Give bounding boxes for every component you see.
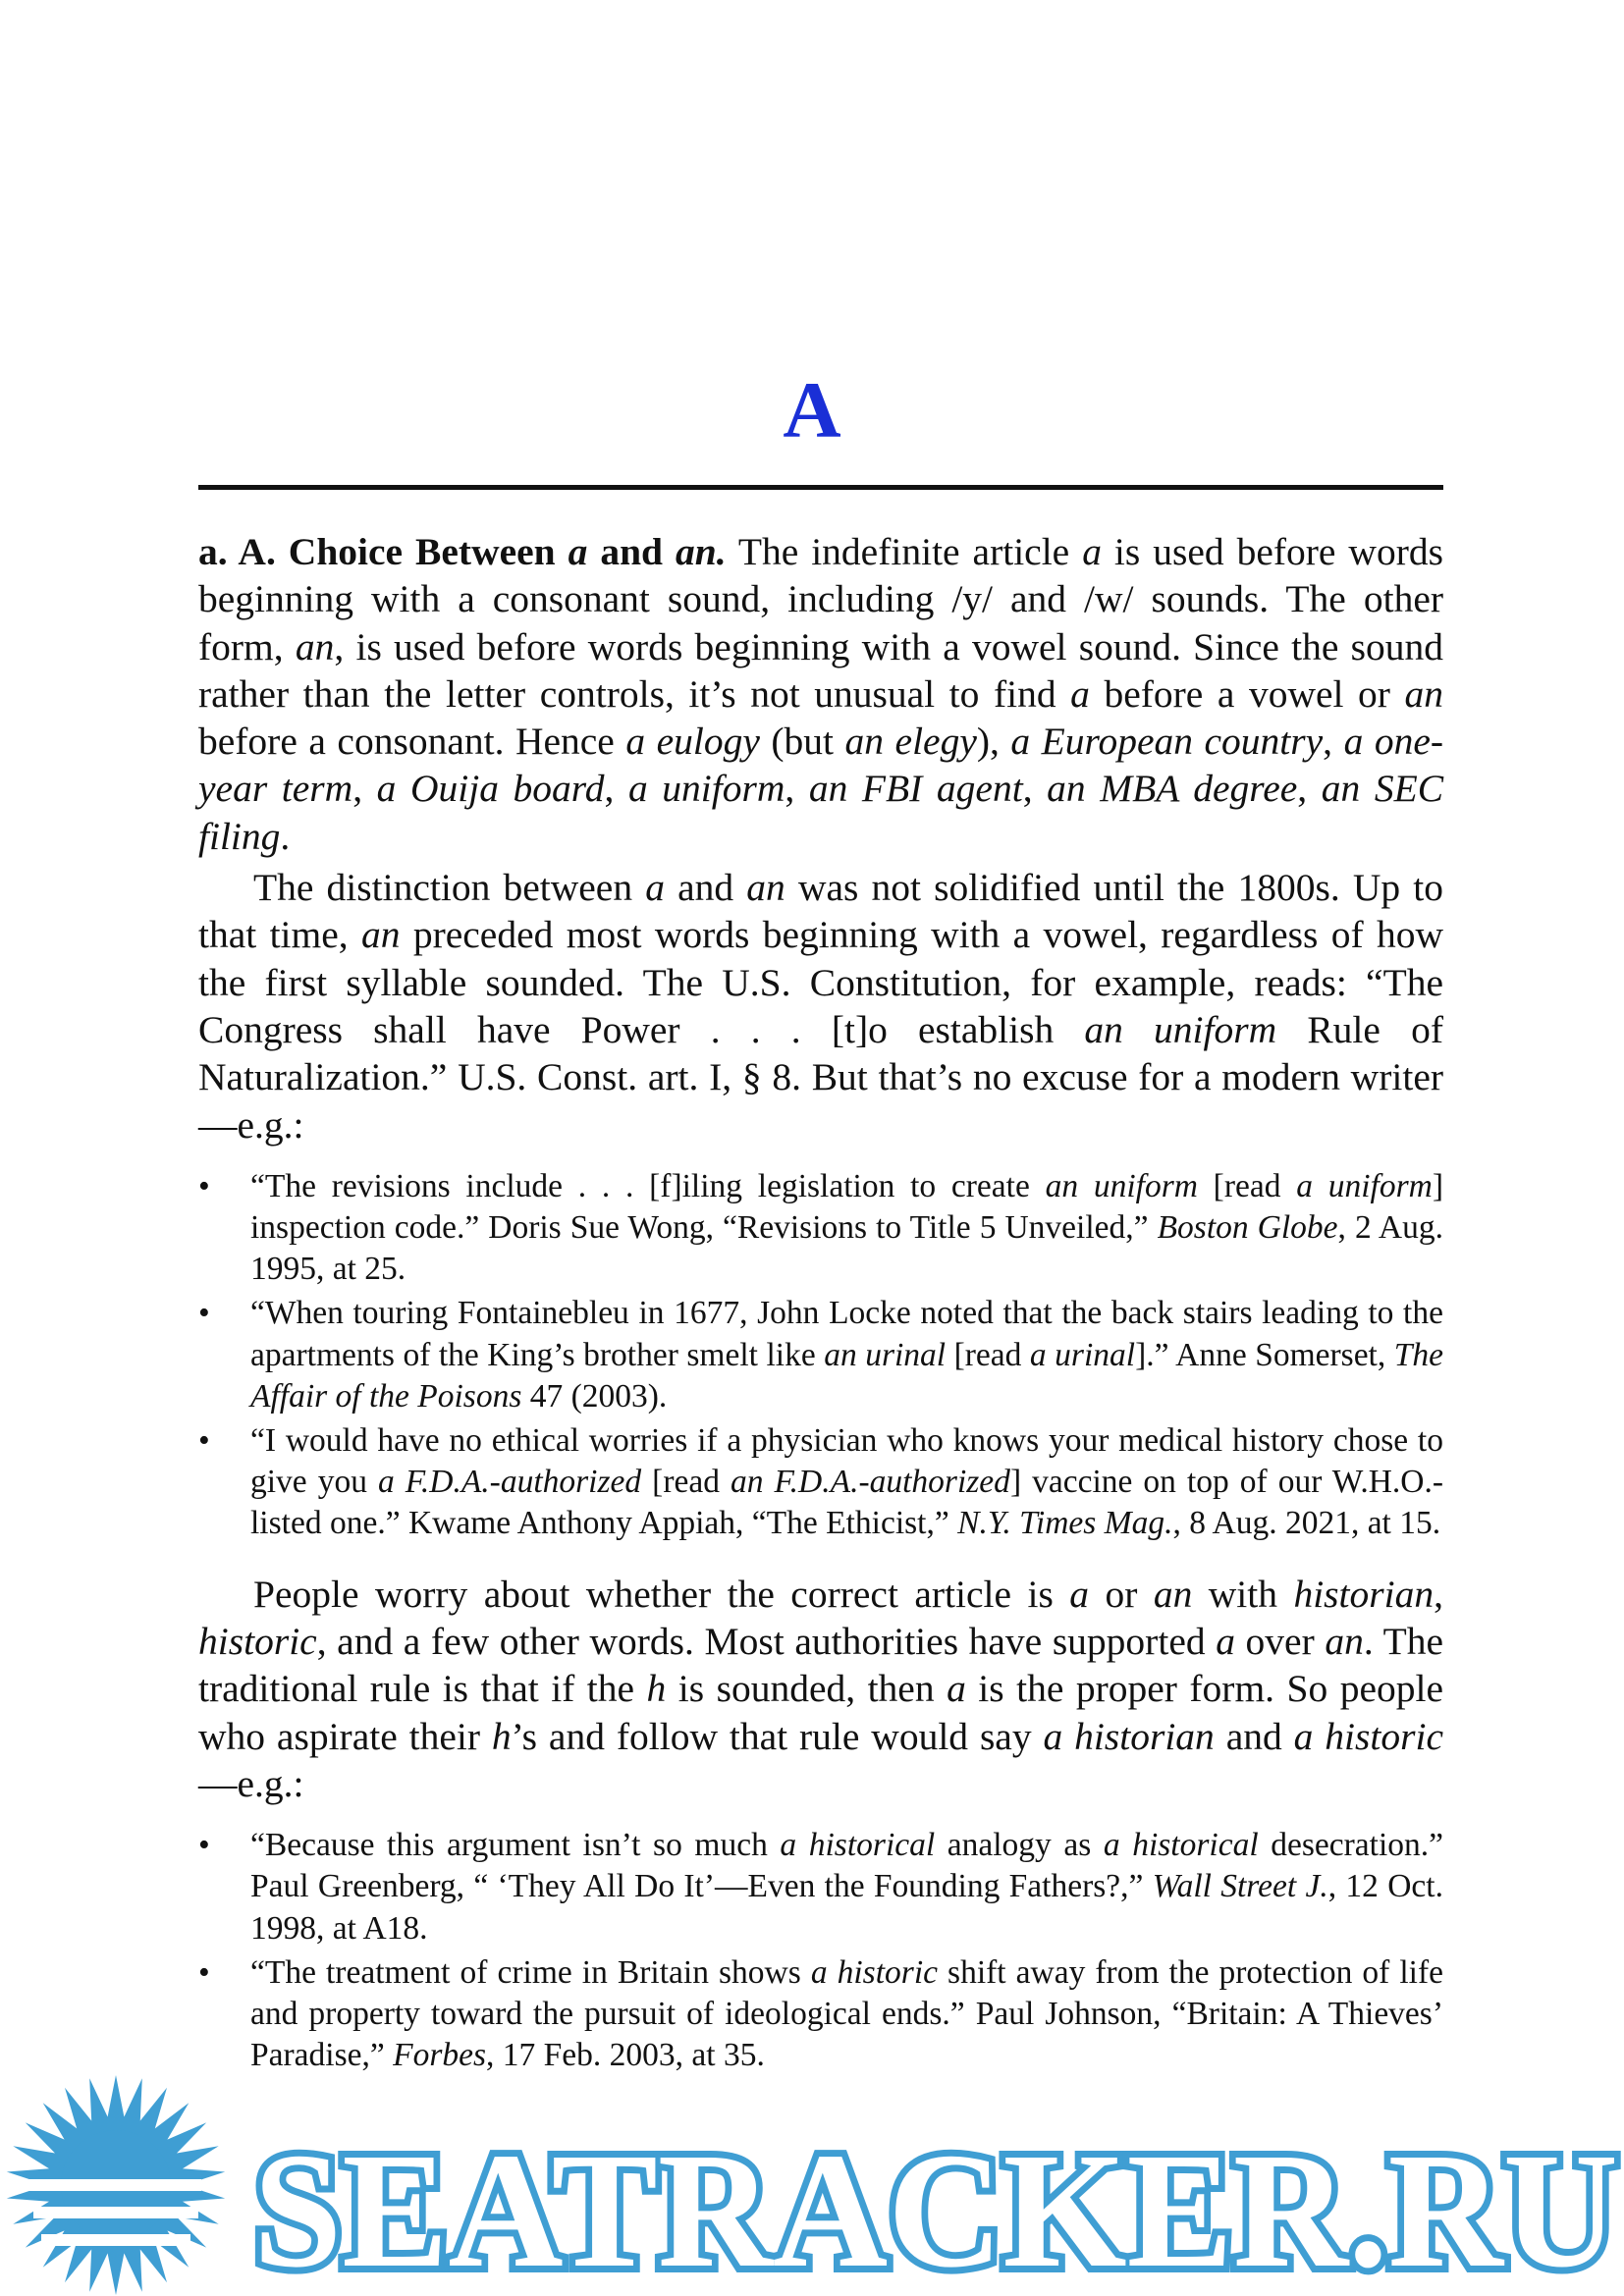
section-divider [198, 485, 1443, 490]
entry-paragraph-1: a. A. Choice Between a and an. The indefinite article a is used before words beginning with a consonant sound, including /y/ and /w/ sounds. The other form, an, is used before words beginning with a vowel sound. Since the sound rather than the letter controls, it’s not unusual to find a before a vowel or an before a consonant. Hence a eulogy (but an elegy), a European country, a one-year term, a Ouija board, a uniform, an FBI agent, an MBA degree, an SEC filing. [198, 530, 1444, 858]
entry-headword: a. A. Choice Between a and an. [198, 530, 727, 573]
dictionary-entry [198, 528, 1443, 2079]
bullet-icon: • [198, 1295, 210, 1332]
entry-paragraph-3: People worry about whether the correct article is a or an with historian, historic, and a few other words. Most authorities have supported a over an. The traditional rule is that if the h is sounded, then a is the proper form. So people who aspirate their h’s and follow that rule would say a historian and a historic—e.g.: [198, 1572, 1444, 1805]
bullet-icon: • [198, 1953, 210, 1991]
quotation-item: • “When touring Fontainebleu in 1677, John Locke noted that the back stairs leading to the apartments of the King’s brother smelt like an urinal [read a urinal].” Anne Somerset, The Affair of the Poisons 47 (2003). [198, 1295, 1443, 1415]
section-letter: A [783, 365, 841, 454]
quotation-list-1 [198, 1166, 1443, 1545]
quotation-item: • “I would have no ethical worries if a physician who knows your medical history chose to give you a F.D.A.-authorized [read an F.D.A.-authorized] vaccine on top of our W.H.O.-listed one.” Kwame Anthony Appiah, “The Ethicist,” N.Y. Times Mag., 8 Aug. 2021, at 15. [198, 1422, 1443, 1542]
bullet-icon: • [198, 1422, 210, 1460]
quotation-item: • “Because this argument isn’t so much a historical analogy as a historical desecration.” Paul Greenberg, “ ‘They All Do It’—Even the Founding Fathers?,” Wall Street J., 12 Oct. 1998, at A18. [198, 1827, 1443, 1947]
watermark-logo [0, 2069, 1624, 2296]
sunburst-icon [7, 2075, 225, 2295]
entry-paragraph-2: The distinction between a and an was not solidified until the 1800s. Up to that time, an preceded most words beginning with a vowel, regardless of how the first syllable sounded. The U.S. Constitution, for example, reads: “The Congress shall have Power . . . [t]o establish an uniform Rule of Naturalization.” U.S. Const. art. I, § 8. But that’s no excuse for a modern writer—e.g.: [198, 866, 1443, 1147]
bullet-icon: • [198, 1167, 210, 1204]
watermark-text: SEATRACKER.RU [253, 2119, 1618, 2296]
quotation-list-2 [198, 1825, 1443, 2076]
bullet-icon: • [198, 1827, 210, 1864]
quotation-item: • “The revisions include . . . [f]iling legislation to create an uniform [read a uniform] inspection code.” Doris Sue Wong, “Revisions to Title 5 Unveiled,” Boston Globe, 2 Aug. 1995, at 25. [198, 1167, 1443, 1288]
quotation-item: • “The treatment of crime in Britain shows a historic shift away from the protection of life and property toward the pursuit of ideological ends.” Paul Johnson, “Britain: A Thieves’ Paradise,” Forbes, 17 Feb. 2003, at 35. [198, 1953, 1443, 2074]
